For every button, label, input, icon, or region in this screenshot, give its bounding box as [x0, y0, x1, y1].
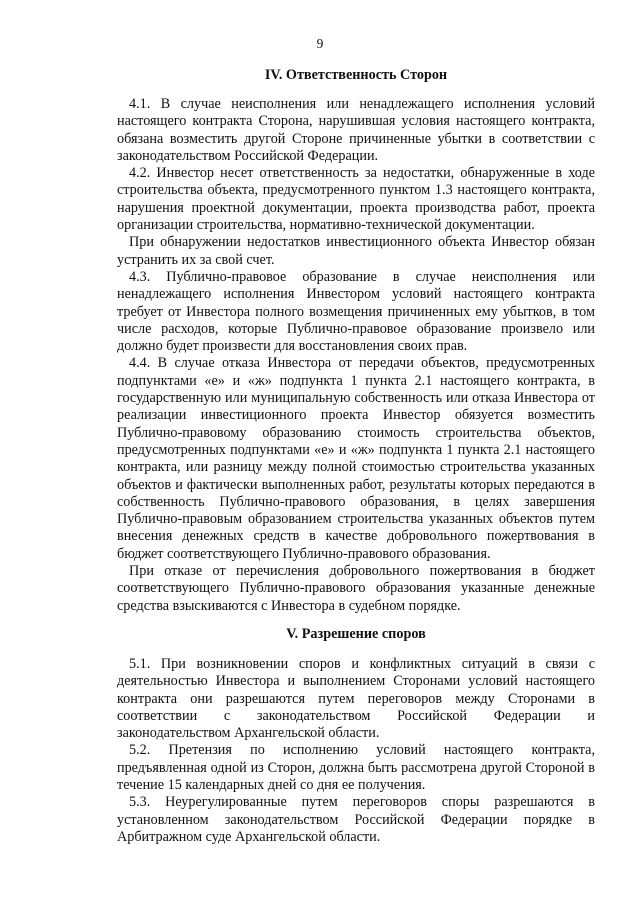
document-body [117, 66, 595, 846]
section-heading-disputes: V. Разрешение споров [286, 625, 426, 642]
paragraph-4-4: 4.4. В случае отказа Инвестора от передачи объектов, предусмотренных подпунктами «е» и «ж» подпункта 1 пункта 2.1 настоящего контракта, в государственную или муниципальную собственность или отказа Инвестора от реализации инвестиционного проекта Инвестор обязуется возместить Публично-правовому образованию стоимость строительства объектов, предусмотренных подпунктами «е» и «ж» подпункта 1 пункта 2.1 настоящего контракта, или разницу между полной стоимостью строительства указанных объектов и фактически выполненных работ, результаты которых передаются в собственность Публично-правового образования, в целях завершения Публично-правовым образованием строительства указанных объектов путем внесения денежных средств в качестве добровольного пожертвования в бюджет соответствующего Публично-правового образования. [117, 355, 595, 562]
section-heading-liability: IV. Ответственность Сторон [264, 67, 448, 83]
paragraph-4-3: 4.3. Публично-правовое образование в случае неисполнения или ненадлежащего исполнения Инвестором условий настоящего контракта требует от Инвестора полного возмещения причиненных ему убытков, в том числе расходов, которые Публично-правовое образование произвело или должно будет произвести для восстановления своих прав. [117, 268, 595, 355]
paragraph-5-3: 5.3. Неурегулированные путем переговоров споры разрешаются в установленном законодательством Российской Федерации порядке в Арбитражном суде Архангельской области. [117, 794, 595, 845]
paragraph-4-1: 4.1. В случае неисполнения или ненадлежащего исполнения условий настоящего контракта Сторона, нарушившая условия настоящего контракта, обязана возместить другой Стороне причиненные убытки в соответствии с законодательством Российской Федерации. [117, 96, 595, 164]
page-number: 9 [316, 36, 324, 51]
paragraph-4-2: 4.2. Инвестор несет ответственность за недостатки, обнаруженные в ходе строительства объекта, предусмотренного пунктом 1.3 настоящего контракта, нарушения проектной документации, проекта производства работ, проекта организации строительства, нормативно-технической документации. [117, 165, 595, 234]
paragraph-4-4-refusal: При отказе от перечисления добровольного пожертвования в бюджет соответствующего Публично-правового образования указанные денежные средства взыскиваются с Инвестора в судебном порядке. [117, 563, 595, 614]
paragraph-5-1: 5.1. При возникновении споров и конфликтных ситуаций в связи с деятельностью Инвестора и выполнением Сторонами условий настоящего контракта они разрешаются путем переговоров между Сторонами в соответствии с законодательством Российской Федерации и законодательством Архангельской области. [117, 655, 595, 742]
paragraph-4-2-defects: При обнаружении недостатков инвестиционного объекта Инвестор обязан устранить их за свой счет. [117, 234, 595, 268]
paragraph-5-2: 5.2. Претензия по исполнению условий настоящего контракта, предъявленная одной из Сторон, должна быть рассмотрена другой Стороной в течение 15 календарных дней со дня ее получения. [117, 742, 595, 793]
